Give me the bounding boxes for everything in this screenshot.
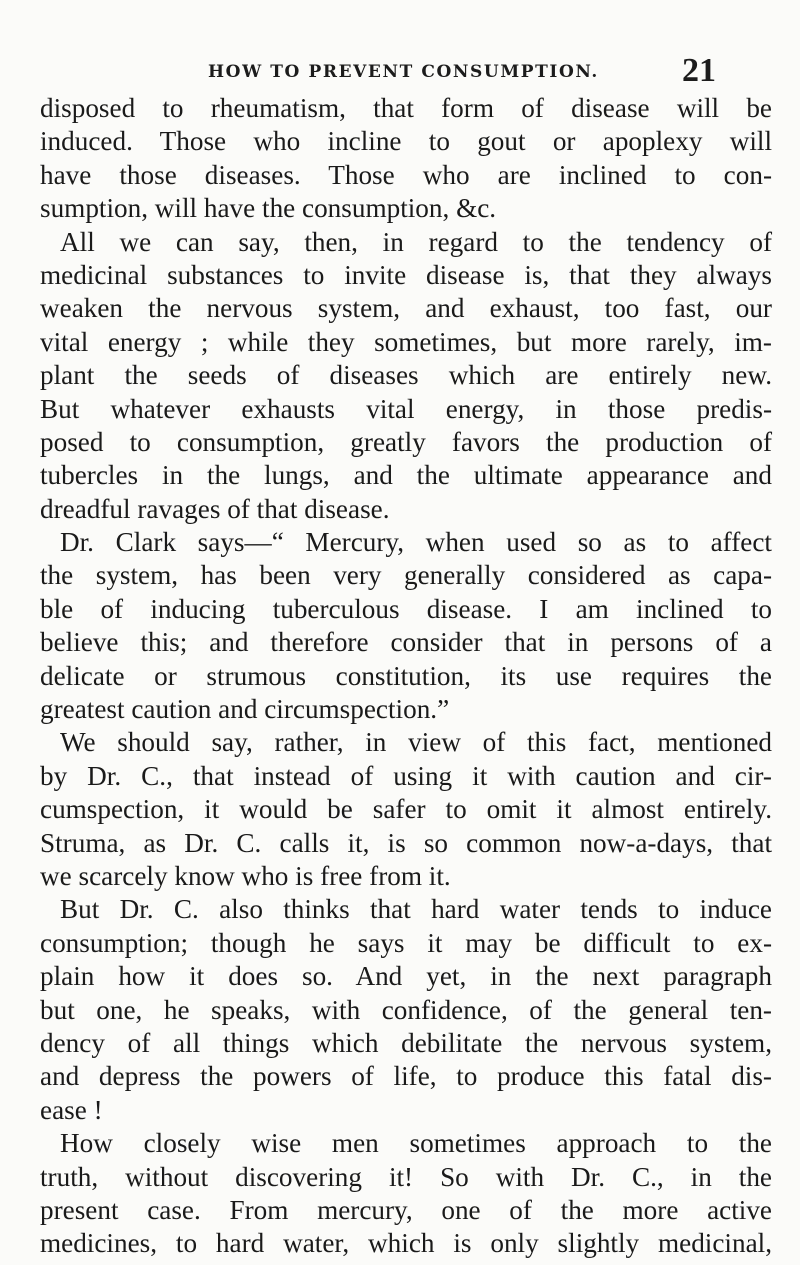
text-line: consumption; though he says it may be difficult to ex- — [40, 927, 772, 958]
text-line: But whatever exhausts vital energy, in those predis- — [40, 393, 772, 424]
text-line: tubercles in the lungs, and the ultimate appearance and — [40, 460, 772, 491]
text-line: greatest caution and circumspection.” — [40, 694, 450, 725]
text-line: and depress the powers of life, to produce this fatal dis- — [40, 1061, 772, 1092]
text-line: truth, without discovering it! So with Dr. C., in the — [40, 1161, 772, 1192]
text-line: Dr. Clark says—“ Mercury, when used so as to affect — [60, 527, 772, 558]
text-line: disposed to rheumatism, that form of disease will be — [40, 93, 772, 123]
text-line: dency of all things which debilitate the nervous system, — [40, 1027, 772, 1058]
text-line: present case. From mercury, one of the more active — [40, 1194, 772, 1225]
running-title: HOW TO PREVENT CONSUMPTION. — [208, 62, 599, 82]
text-line: Struma, as Dr. C. calls it, is so common now-a-days, that — [40, 827, 772, 858]
page-number: 21 — [682, 52, 716, 89]
running-head — [0, 52, 800, 89]
text-line: cumspection, it would be safer to omit it almost entirely. — [40, 794, 772, 825]
text-line: weaken the nervous system, and exhaust, too fast, our — [40, 293, 772, 324]
text-line: have those diseases. Those who are inclined to con- — [40, 159, 772, 190]
text-line: we scarcely know who is free from it. — [40, 860, 451, 891]
text-line: sumption, will have the consumption, &c. — [40, 193, 497, 224]
text-line: plain how it does so. And yet, in the next paragraph — [40, 961, 772, 992]
text-line: the system, has been very generally considered as capa- — [40, 560, 772, 591]
text-line: delicate or strumous constitution, its use requires the — [40, 660, 772, 691]
text-line: by Dr. C., that instead of using it with caution and cir- — [40, 760, 772, 791]
body-text — [40, 92, 772, 1261]
text-line: How closely wise men sometimes approach to the — [60, 1128, 772, 1159]
text-line: medicines, to hard water, which is only slightly medicinal, — [40, 1228, 772, 1259]
text-line: induced. Those who incline to gout or apoplexy will — [40, 126, 772, 157]
text-line: believe this; and therefore consider that in persons of a — [40, 627, 772, 658]
text-line: All we can say, then, in regard to the tendency of — [60, 226, 772, 257]
text-line: dreadful ravages of that disease. — [40, 493, 390, 524]
text-line: but one, he speaks, with confidence, of the general ten- — [40, 994, 772, 1025]
text-line: medicinal substances to invite disease is, that they always — [40, 259, 772, 290]
text-line: ble of inducing tuberculous disease. I am inclined to — [40, 593, 772, 624]
text-line: But Dr. C. also thinks that hard water tends to induce — [60, 894, 772, 925]
text-line: We should say, rather, in view of this fact, mentioned — [60, 727, 772, 758]
text-line: vital energy ; while they sometimes, but more rarely, im- — [40, 326, 772, 357]
text-line: posed to consumption, greatly favors the production of — [40, 426, 772, 457]
text-line: ease ! — [40, 1094, 103, 1125]
text-line: plant the seeds of diseases which are entirely new. — [40, 360, 772, 391]
